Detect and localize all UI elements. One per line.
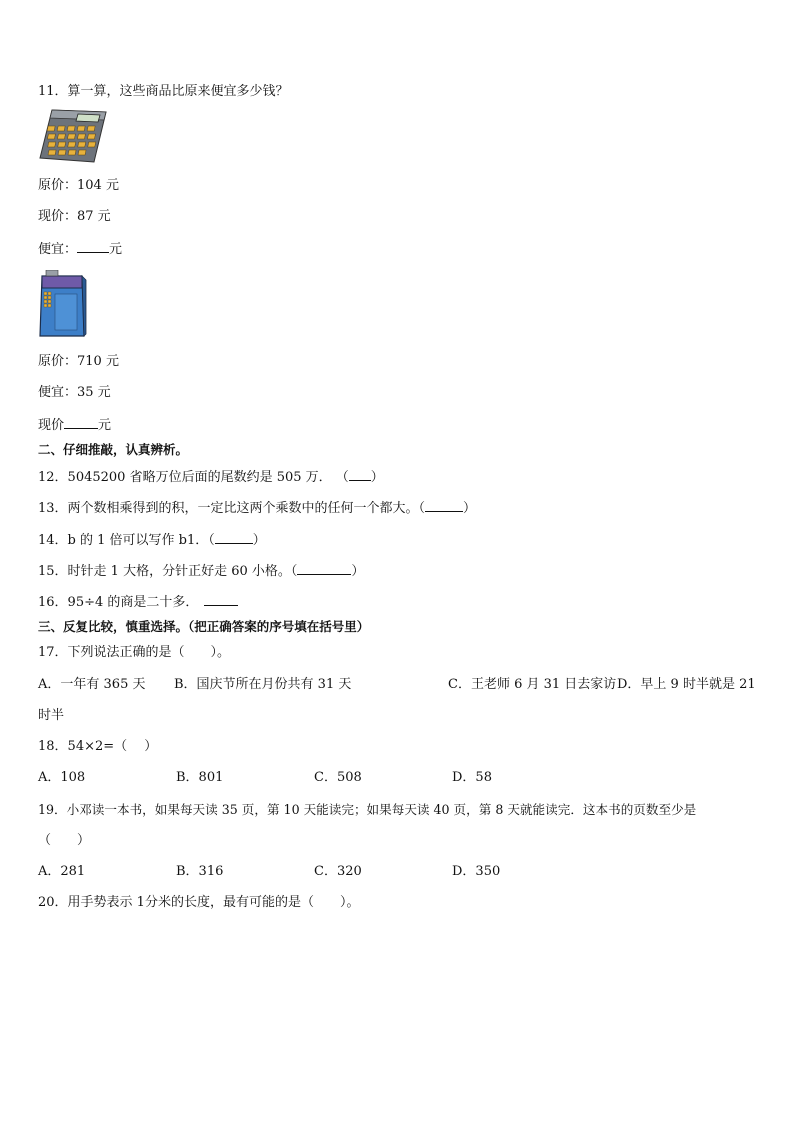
item1-original-price: 原价：104 元	[38, 178, 119, 193]
q17-option-a[interactable]: A．一年有 365 天	[38, 677, 146, 692]
q11-title: 11．算一算，这些商品比原来便宜多少钱？	[38, 84, 289, 99]
q20-stem: 20．用手势表示 1分米的长度，最有可能的是（ ）。	[38, 895, 360, 910]
item2-current-label: 现价	[38, 418, 65, 433]
q13-answer-blank[interactable]	[425, 499, 463, 512]
q14	[38, 531, 266, 549]
item1-cheaper-unit: 元	[109, 242, 123, 257]
q16-answer-blank[interactable]	[204, 593, 238, 606]
q19-option-b[interactable]: B．316	[176, 864, 224, 879]
q19-stem: 19．小邓读一本书，如果每天读 35 页，第 10 天能读完；如果每天读 40 页，第 8 天就能读完．这本书的页数至少是	[38, 802, 697, 817]
q15-close: ）	[351, 564, 365, 579]
q18-option-b[interactable]: B．801	[176, 770, 224, 785]
item2-current-unit: 元	[98, 418, 112, 433]
q17-option-c[interactable]: C．王老师 6 月 31 日去家访	[448, 677, 617, 692]
q17-option-b[interactable]: B．国庆节所在月份共有 31 天	[174, 677, 352, 692]
q14-text: 14．b 的 1 倍可以写作 b1．（	[38, 533, 215, 548]
washing-machine-icon	[38, 270, 88, 338]
q12	[38, 468, 384, 486]
q19-option-d[interactable]: D．350	[452, 864, 501, 879]
q16	[38, 593, 238, 611]
section3-heading: 三、反复比较，慎重选择。（把正确答案的序号填在括号里）	[38, 619, 370, 634]
q12-answer-blank[interactable]	[349, 468, 371, 481]
q17-stem: 17．下列说法正确的是（ ）。	[38, 645, 231, 660]
q14-close: ）	[252, 533, 266, 548]
item2-cheaper: 便宜：35 元	[38, 385, 111, 400]
q18-option-c[interactable]: C．508	[314, 770, 362, 785]
item1-current-price: 现价：87 元	[38, 209, 111, 224]
q13	[38, 499, 476, 517]
q18-option-d[interactable]: D．58	[452, 770, 492, 785]
q18-option-a[interactable]: A．108	[38, 770, 86, 785]
q19-paren: （ ）	[38, 833, 91, 848]
q16-text: 16．95÷4 的商是二十多．	[38, 595, 199, 610]
calculator-icon	[38, 108, 108, 164]
item1-cheaper-blank[interactable]	[77, 240, 109, 253]
q18-stem: 18．54×2=（ ）	[38, 739, 158, 754]
q13-close: ）	[463, 501, 477, 516]
q17-option-d-wrap: 时半	[38, 708, 65, 723]
q19-option-a[interactable]: A．281	[38, 864, 86, 879]
q17-option-d[interactable]: D．早上 9 时半就是 21	[617, 677, 756, 692]
q15	[38, 562, 364, 580]
q13-text: 13．两个数相乘得到的积，一定比这两个乘数中的任何一个都大。（	[38, 501, 426, 516]
item1-cheaper-label: 便宜：	[38, 242, 78, 257]
q15-text: 15．时针走 1 大格，分针正好走 60 小格。（	[38, 564, 298, 579]
q12-close: ）	[370, 470, 384, 485]
item2-current-blank[interactable]	[64, 416, 98, 429]
q15-answer-blank[interactable]	[297, 562, 351, 575]
item2-original-price: 原价：710 元	[38, 354, 119, 369]
item1-cheaper	[38, 240, 122, 258]
q14-answer-blank[interactable]	[215, 531, 253, 544]
section2-heading: 二、仔细推敲，认真辨析。	[38, 442, 189, 457]
q19-option-c[interactable]: C．320	[314, 864, 362, 879]
q12-text: 12．5045200 省略万位后面的尾数约是 505 万． （	[38, 470, 349, 485]
item2-current	[38, 416, 111, 434]
